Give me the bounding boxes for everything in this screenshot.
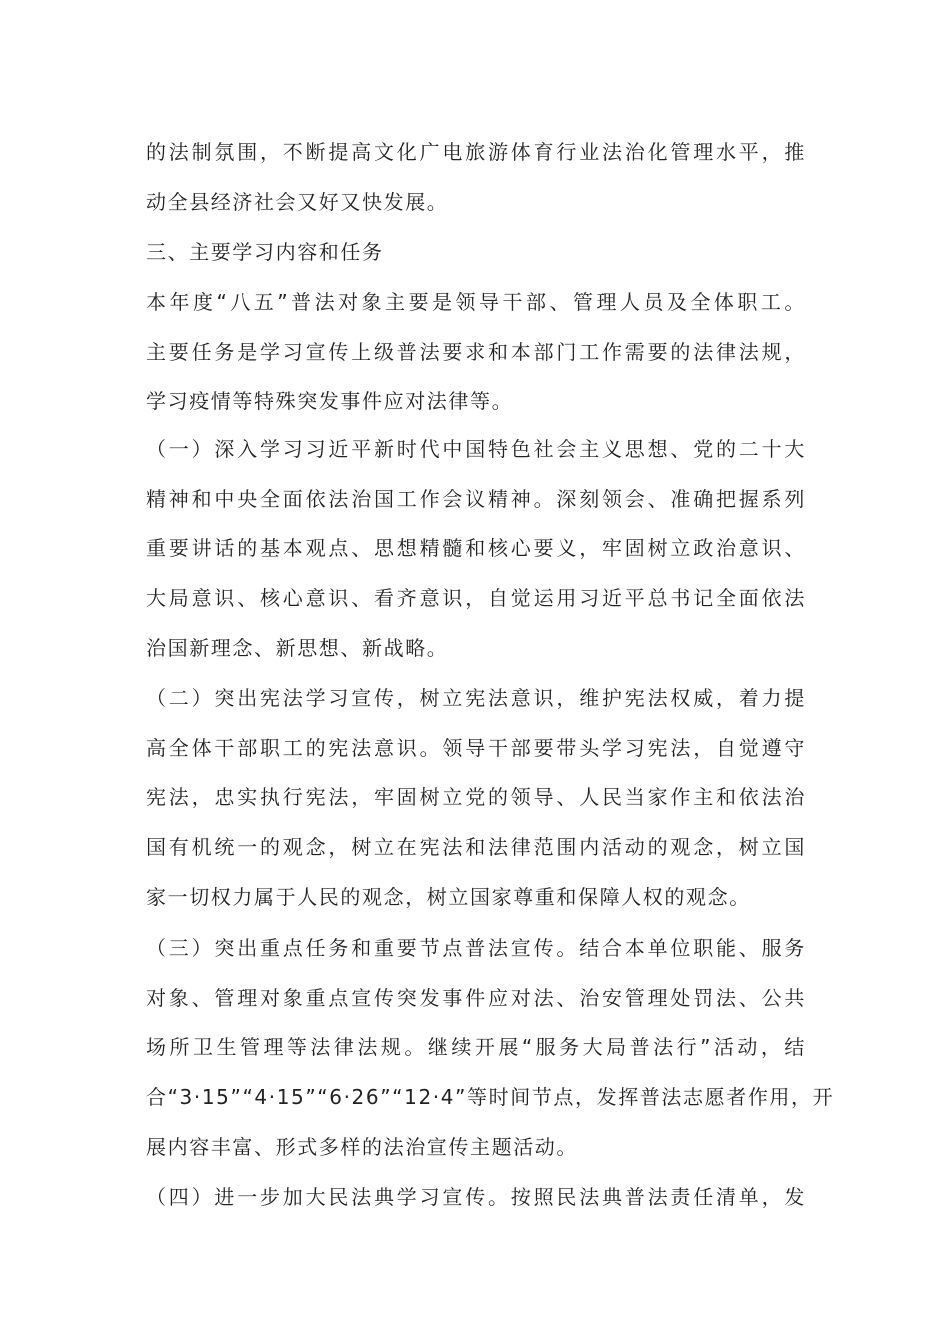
- text-line: 主要任务是学习宣传上级普法要求和本部门工作需要的法律法规，: [146, 339, 806, 364]
- text-line: 家一切权力属于人民的观念，树立国家尊重和保障人权的观念。: [146, 884, 751, 909]
- paragraph-legal-atmosphere: [146, 128, 806, 227]
- paragraph-item-3: [146, 924, 835, 1172]
- text-line: （三）突出重点任务和重要节点普法宣传。结合本单位职能、服务: [146, 936, 806, 960]
- section-heading-main-content: [146, 228, 806, 278]
- text-line: 动全县经济社会又好又快发展。: [146, 189, 449, 214]
- text-line: 大局意识、核心意识、看齐意识，自觉运用习近平总书记全面依法: [146, 586, 806, 611]
- paragraph-item-1: [146, 425, 806, 673]
- text-line: 本年度“八五”普法对象主要是领导干部、管理人员及全体职工。: [146, 290, 806, 314]
- text-line: 展内容丰富、形式多样的法治宣传主题活动。: [146, 1134, 578, 1159]
- text-line: 国有机统一的观念，树立在宪法和法律范围内活动的观念，树立国: [146, 835, 806, 860]
- text-line: 场所卫生管理等法律法规。继续开展“服务大局普法行”活动，结: [146, 1035, 806, 1060]
- text-line: 治国新理念、新思想、新战略。: [146, 635, 449, 660]
- text-line: 的法制氛围，不断提高文化广电旅游体育行业法治化管理水平，推: [146, 140, 806, 164]
- text-line: 宪法，忠实执行宪法，牢固树立党的领导、人民当家作主和依法治: [146, 785, 806, 810]
- text-line: （二）突出宪法学习宣传，树立宪法意识，维护宪法权威，着力提: [146, 686, 806, 710]
- text-line: 高全体干部职工的宪法意识。领导干部要带头学习宪法，自觉遵守: [146, 735, 806, 760]
- text-line: 对象、管理对象重点宣传突发事件应对法、治安管理处罚法、公共: [146, 985, 806, 1010]
- text-line: （一）深入学习习近平新时代中国特色社会主义思想、党的二十大: [146, 437, 806, 461]
- paragraph-target-audience: [146, 278, 806, 427]
- paragraph-item-2: [146, 674, 806, 922]
- section-heading-text: 三、主要学习内容和任务: [146, 240, 384, 264]
- text-line: 合“3·15”“4·15”“6·26”“12·4”等时间节点，发挥普法志愿者作用，开: [146, 1085, 835, 1110]
- text-line: 重要讲话的基本观点、思想精髓和核心要义，牢固树立政治意识、: [146, 536, 806, 561]
- text-line: （四）进一步加大民法典学习宣传。按照民法典普法责任清单，发: [146, 1185, 806, 1209]
- text-line: 学习疫情等特殊突发事件应对法律等。: [146, 389, 514, 414]
- text-line: 精神和中央全面依法治国工作会议精神。深刻领会、准确把握系列: [146, 486, 806, 511]
- paragraph-item-4: [146, 1173, 806, 1223]
